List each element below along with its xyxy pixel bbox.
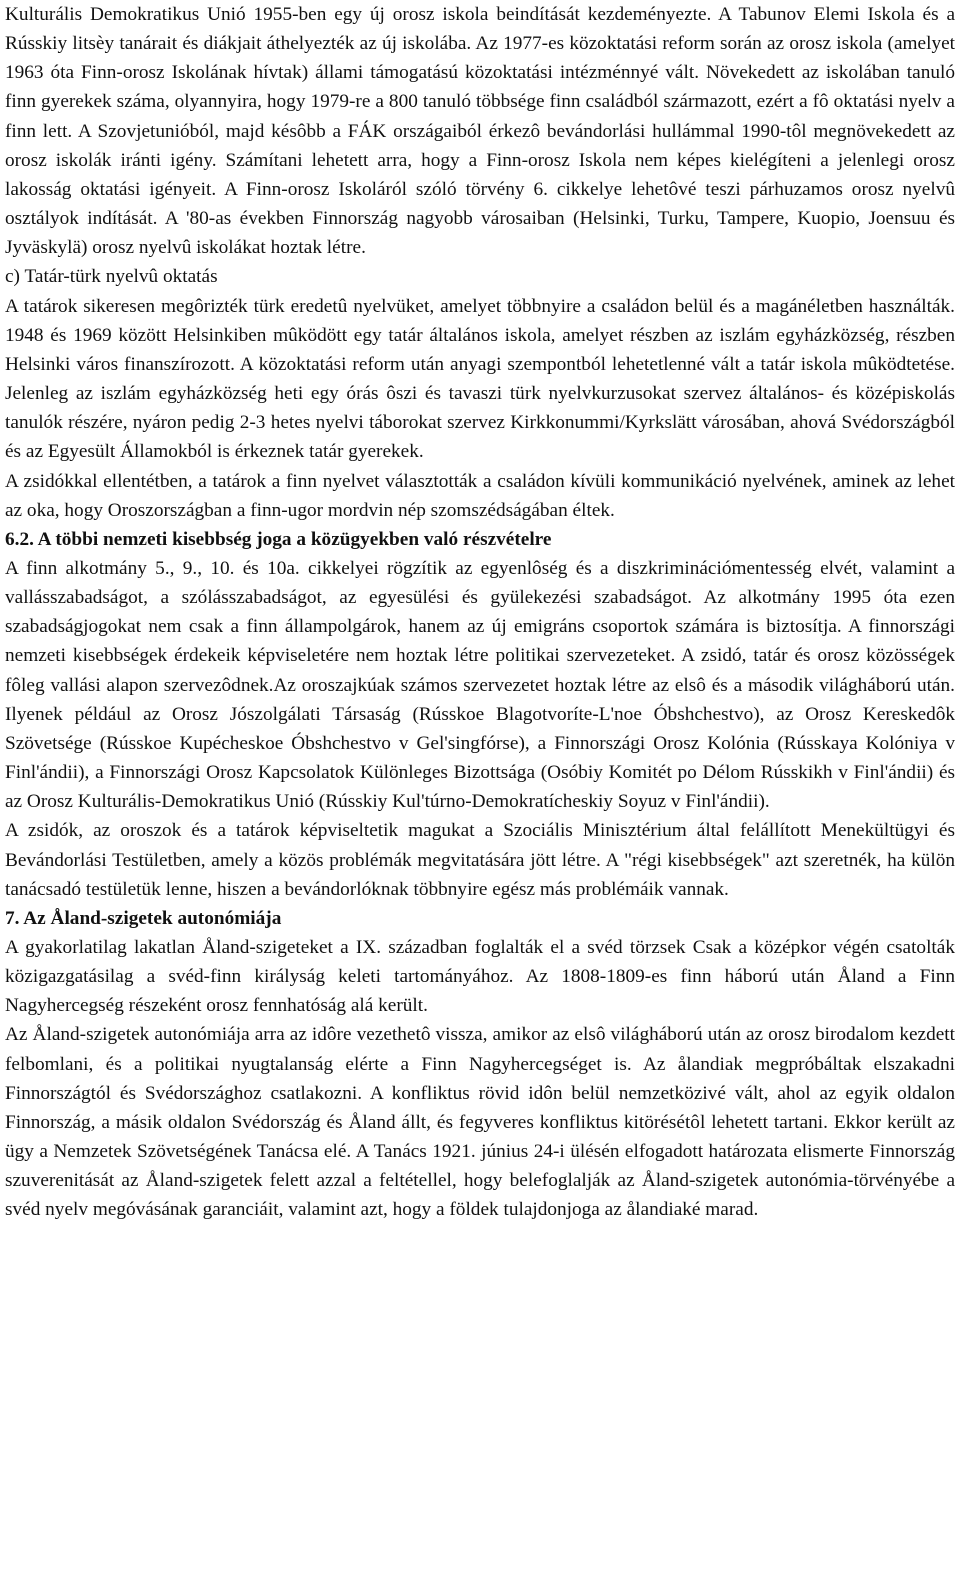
document-page — [5, 0, 955, 1225]
paragraph-russian-schools: Kulturális Demokratikus Unió 1955-ben egy új orosz iskola beindítását kezdeményezte. A Tabunov Elemi Iskola és a Rússkiy litsèy tanárait és diákjait áthelyezték az új iskolába. Az 1977-es közoktatási reform során az orosz iskola (amelyet 1963 óta Finn-orosz Iskolának hívtak) állami támogatású közoktatási intézménnyé vált. Növekedett az iskolában tanuló finn gyerekek száma, olyannyira, hogy 1979-re a 800 tanuló többsége finn családból származott, ezért a fô oktatási nyelv a finn lett. A Szovjetunióból, majd késôbb a FÁK országaiból érkezô bevándorlási hullámmal 1990-tôl megnövekedett az orosz iskolák iránti igény. Számítani lehetett arra, hogy a Finn-orosz Iskola nem képes kielégíteni a jelenlegi orosz lakosság oktatási igényeit. A Finn-orosz Iskoláról szóló törvény 6. cikkelye lehetôvé teszi párhuzamos orosz nyelvû osztályok indítását. A '80-as években Finnország nagyobb városaiban (Helsinki, Turku, Tampere, Kuopio, Joensuu és Jyväskylä) orosz nyelvû iskolákat hoztak létre. — [5, 4, 955, 259]
paragraph-constitution-rights: A finn alkotmány 5., 9., 10. és 10a. cikkelyei rögzítik az egyenlôség és a diszkriminációmentesség elvét, valamint a vallásszabadságot, a szólásszabadságot, az egyesülési és gyülekezési szabadságot. Az alkotmány 1995 óta ezen szabadságjogokat nem csak a finn állampolgárok, hanem az új emigráns csoportok számára is biztosítja. A finnországi nemzeti kisebbségek érdekeik képviseletére nem hoztak létre politikai szervezeteket. A zsidó, tatár és orosz közösségek fôleg vallási alapon szervezôdnek.Az oroszajkúak számos szervezetet hoztak létre az elsô és a második világháború után. Ilyenek például az Orosz Jószolgálati Társaság (Rússkoe Blagotvoríte-L'noe Óbshchestvo), az Orosz Kereskedôk Szövetsége (Rússkoe Kupécheskoe Óbshchestvo v Gel'singfórse), a Finnországi Orosz Kolónia (Rússkaya Kolóniya v Finl'ándii), a Finnországi Orosz Kapcsolatok Különleges Bizottsága (Osóbiy Komitét po Délom Rússkikh v Finl'ándii) és az Orosz Kulturális-Demokratikus Unió (Rússkiy Kul'túrno-Demokratícheskiy Soyuz v Finl'ándii). — [5, 557, 955, 813]
paragraph-aland-history: A gyakorlatilag lakatlan Åland-szigeteket a IX. században foglalták el a svéd törzsek Csak a középkor végén csatolták közigazgatásilag a svéd-finn királyság keleti tartományához. Az 1808-1809-es finn háború után Åland a Finn Nagyhercegség részeként orosz fennhatóság alá került. — [5, 937, 955, 1017]
section-heading-7: 7. Az Åland-szigetek autonómiája — [5, 907, 282, 929]
section-heading-6-2: 6.2. A többi nemzeti kisebbség joga a közügyekben való részvételre — [5, 528, 552, 550]
paragraph-aland-autonomy: Az Åland-szigetek autonómiája arra az idôre vezethetô vissza, amikor az elsô világháború után az orosz birodalom kezdett felbomlani, és a politikai nyugtalanság elérte a Finn Nagyhercegséget is. Az ålandiak megpróbáltak elszakadni Finnországtól és Svédországhoz csatlakozni. A konfliktus rövid idôn belül nemzetközivé vált, ahol az egyik oldalon Finnország, a másik oldalon Svédország és Åland állt, és fegyveres konfliktus kitörésétôl lehetett tartani. Ekkor került az ügy a Nemzetek Szövetségének Tanácsa elé. A Tanács 1921. június 24-i ülésén elfogadott határozata elismerte Finnország szuverenitását az Åland-szigetek felett azzal a feltétellel, hogy belefoglalják az Åland-szigetek autonómia-törvényébe a svéd nyelv megóvásának garanciáit, valamint azt, hogy a földek tulajdonjoga az ålandiaké marad. — [5, 1024, 955, 1221]
paragraph-minority-representation: A zsidók, az oroszok és a tatárok képviseltetik magukat a Szociális Minisztérium által felállított Menekültügyi és Bevándorlási Testületben, amely a közös problémák megvitatására jött létre. A "régi kisebbségek" azt szeretnék, ha külön tanácsadó testületük lenne, hiszen a bevándorlóknak többnyire egész más problémáik vannak. — [5, 820, 955, 900]
paragraph-tatar-language: A tatárok sikeresen megôrizték türk eredetû nyelvüket, amelyet többnyire a családon belül és a magánéletben használták. 1948 és 1969 között Helsinkiben mûködött egy tatár általános iskola, amelyet részben az iszlám egyházközség, részben Helsinki város finanszírozott. A közoktatási reform után anyagi szempontból lehetetlenné vált a tatár iskola mûködtetése. Jelenleg az iszlám egyházközség heti egy órás ôszi és tavaszi türk nyelvkurzusokat szervez általános- és középiskolás tanulók részére, nyáron pedig 2-3 hetes nyelvi táborokat szervez Kirkkonummi/Kyrkslätt városában, ahová Svédországból és az Egyesült Államokból is érkeznek tatár gyerekek. — [5, 295, 955, 463]
subheading-tatar-education: c) Tatár-türk nyelvû oktatás — [5, 266, 218, 288]
paragraph-tatar-vs-jews: A zsidókkal ellentétben, a tatárok a finn nyelvet választották a családon kívüli kommunikáció nyelvének, aminek az lehet az oka, hogy Oroszországban a finn-ugor mordvin nép szomszédságában éltek. — [5, 470, 955, 521]
